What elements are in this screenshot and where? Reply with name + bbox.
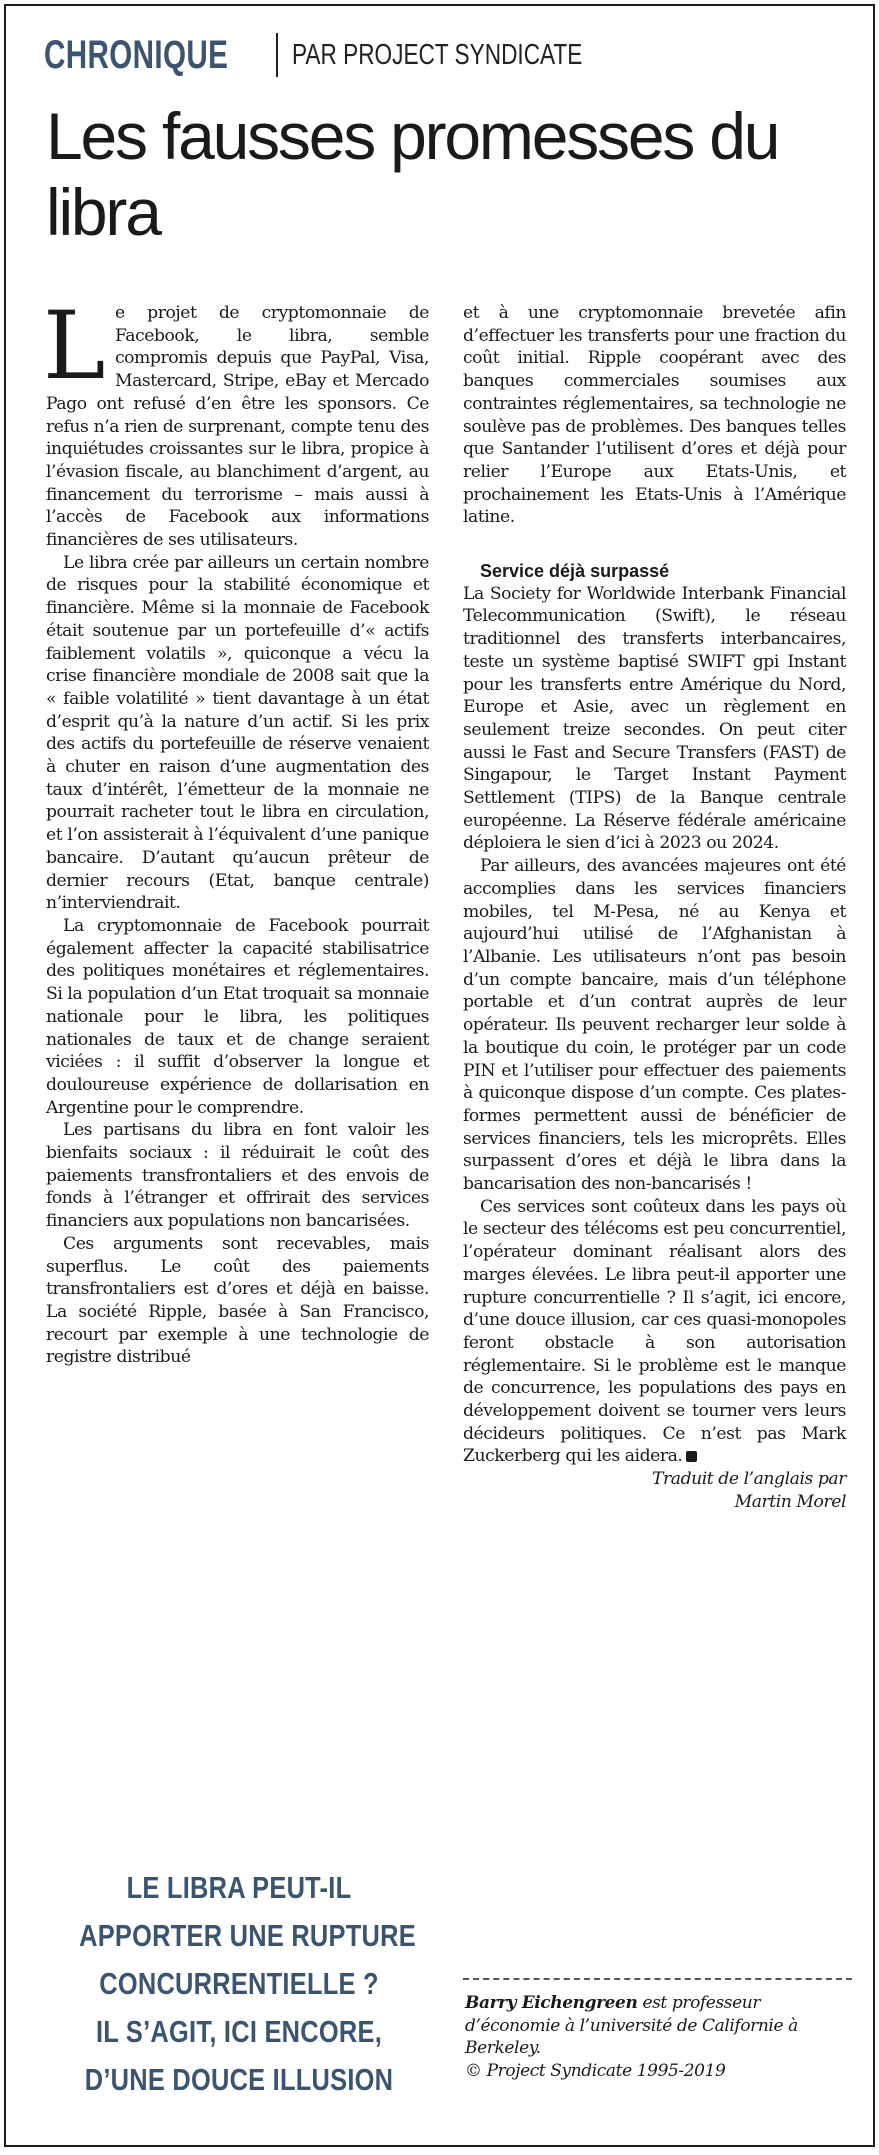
translator-name: Martin Morel: [734, 1491, 846, 1512]
paragraph-3: La cryptomonnaie de Facebook pourrait également affecter la capacité stabilisatrice des politiques monétaires et réglementaires. Si la population d’un Etat troquait sa monnaie nationale pour le libra, les politiques nationales de taux et de change seraient viciées : il suffit d’observer la longue et douloureuse expérience de dollarisation en Argentine pour le comprendre.: [46, 915, 429, 1118]
pull-quote-line-4: IL S’AGIT, ICI ENCORE,: [95, 2014, 383, 2049]
subheading: Service déjà surpassé: [480, 561, 670, 582]
article-headline: Les fausses promesses du libra: [46, 99, 779, 249]
paragraph-8: [463, 1196, 846, 1468]
translator-credit: [463, 1468, 846, 1513]
paragraph-5-start: Ces arguments sont recevables, mais superflus. Le coût des paiements transfrontaliers est d’ores et déjà en baisse. La société Ripple, basée à San Francisco, recourt par exemple à une technologie de registre distribué: [46, 1233, 429, 1368]
paragraph-8-text: Ces services sont coûteux dans les pays où le secteur des télécoms est peu concurrentiel, l’opérateur dominant réalisant alors des marges élevées. Le libra peut-il apporter une rupture concurrentielle ? Il s’agit, ici encore, d’une douce illusion, car ces quasi-monopoles feront obstacle à son autorisation réglementaire. Si le problème est le manque de concurrence, les populations des pays en développement doivent se tourner vers leurs décideurs politiques. Ce n’est pas Mark Zuckerberg qui les aidera.: [463, 1196, 846, 1467]
source-byline: PAR PROJECT SYNDICATE: [292, 38, 583, 71]
copyright-notice: © Project Syndicate 1995-2019: [465, 2061, 726, 2082]
rubric-divider: [276, 33, 278, 77]
paragraph-1: [43, 292, 429, 552]
drop-cap: L: [43, 292, 105, 401]
author-bio: [465, 1992, 845, 2083]
paragraph-6: La Society for Worldwide Interbank Financial Telecommunication (Swift), le réseau traditionnel des transferts interbancaires, teste un système baptisé SWIFT gpi Instant pour les transferts entre Amérique du Nord, Europe et Asie, avec un règlement en seulement treize secondes. On peut citer aussi le Fast and Secure Transfers (FAST) de Singapour, le Target Instant Payment Settlement (TIPS) de la Banque centrale européenne. La Réserve fédérale américaine déploiera le sien d’ici à 2023 ou 2024.: [463, 583, 846, 854]
translator-line-1: Traduit de l’anglais par: [652, 1469, 846, 1490]
column-right: [463, 302, 846, 1514]
article-page: [4, 4, 875, 2147]
paragraph-2: Le libra crée par ailleurs un certain nombre de risques pour la stabilité économique et financière. Même si la monnaie de Facebook était soutenue par un portefeuille d’« actifs faiblement volatils », quiconque a vécu la crise financière mondiale de 2008 sait que la « faible volatilité » tient davantage à un état d’esprit qu’à la nature d’un actif. Si les prix des actifs du portefeuille de réserve venaient à chuter en raison d’une augmentation des taux d’intérêt, l’émetteur de la monnaie ne pourrait racheter tout le libra en circulation, et l’on assisterait à l’équivalent d’une panique bancaire. D’autant qu’aucun prêteur de dernier recours (Etat, banque centrale) n’interviendrait.: [46, 552, 429, 914]
pull-quote-line-2: APPORTER UNE RUPTURE: [79, 1918, 416, 1953]
end-mark-icon: [686, 1451, 697, 1462]
pull-quote-line-3: CONCURRENTIELLE ?: [99, 1966, 379, 2001]
author-description: est professeur d’économie à l’université de Californie à Berkeley.: [465, 1993, 798, 2059]
bio-divider: [463, 1978, 852, 1980]
column-left: [43, 292, 429, 1369]
pull-quote: [44, 1864, 434, 2104]
author-name: Barry Eichengreen: [465, 1993, 638, 2013]
paragraph-1-text: e projet de cryptomonnaie de Facebook, le libra, semble compromis depuis que PayPal, Visa, Mastercard, Stripe, eBay et Mercado Pago ont refusé d’en être les sponsors. Ce refus n’a rien de surprenant, compte tenu des inquiétudes croissantes sur le libra, propice à l’évasion fiscale, au blanchiment d’argent, au financement du terrorisme – mais aussi à l’accès de Facebook aux informations financières de ses utilisateurs.: [46, 303, 429, 551]
paragraph-5-end: et à une cryptomonnaie brevetée afin d’effectuer les transferts pour une fraction du coût initial. Ripple coopérant avec des banques commerciales soumises aux contraintes réglementaires, sa technologie ne soulève pas de problèmes. Des banques telles que Santander l’utilisent d’ores et déjà pour relier l’Europe aux Etats-Unis, et prochainement les Etats-Unis à l’Amérique latine.: [463, 303, 846, 528]
paragraph-4: Les partisans du libra en font valoir les bienfaits sociaux : il réduirait le coût des paiements transfrontaliers et des envois de fonds à l’étranger et offrirait des services financiers aux populations non bancarisées.: [46, 1120, 429, 1232]
pull-quote-line-1: LE LIBRA PEUT-IL: [126, 1870, 352, 1905]
pull-quote-line-5: D’UNE DOUCE ILLUSION: [84, 2062, 394, 2097]
section-label: CHRONIQUE: [44, 32, 229, 77]
section-rubric: [44, 30, 664, 80]
paragraph-7: Par ailleurs, des avancées majeures ont été accomplies dans les services financiers mobiles, tel M-Pesa, né au Kenya et aujourd’hui utilisé de l’Afghanistan à l’Albanie. Les utilisateurs n’ont pas besoin d’un compte bancaire, mais d’un téléphone portable et d’un contrat auprès de leur opérateur. Ils peuvent recharger leur solde à la boutique du coin, le protéger par un code PIN et l’utiliser pour effectuer des paiements à quiconque dispose d’un compte. Ces plates-formes permettent aussi de bénéficier de services financiers, tels les microprêts. Elles surpassent d’ores et déjà le libra dans la bancarisation des non-bancarisés !: [463, 856, 846, 1195]
